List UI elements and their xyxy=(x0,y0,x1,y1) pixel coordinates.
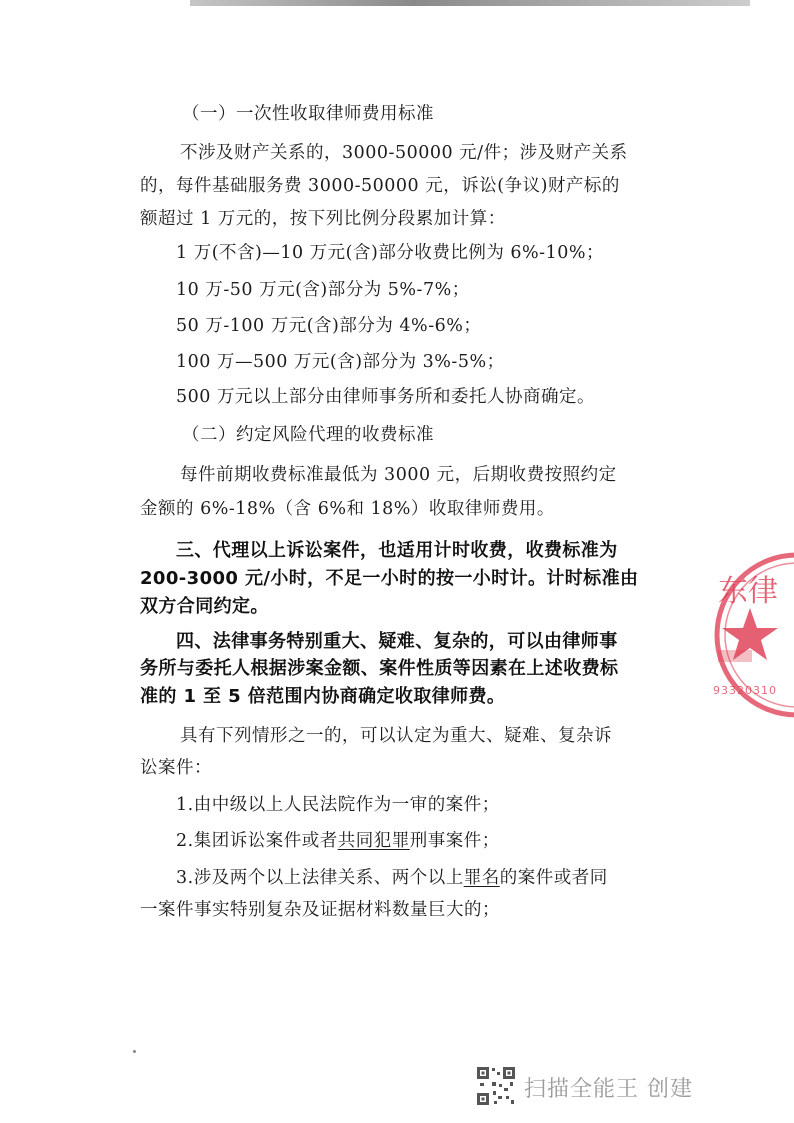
paragraph-line: 讼案件： xyxy=(140,758,212,778)
section-heading-2: （二）约定风险代理的收费标准 xyxy=(182,425,434,445)
clause-4-line: 准的 1 至 5 倍范围内协商确定收取律师费。 xyxy=(140,686,506,707)
list-item-1: 1.由中级以上人民法院作为一审的案件； xyxy=(176,795,500,815)
paragraph-line: 的，每件基础服务费 3000-50000 元，诉讼(争议)财产标的 xyxy=(140,176,620,196)
list-item-2 xyxy=(176,833,500,851)
clause-4-line: 务所与委托人根据涉案金额、案件性质等因素在上述收费标 xyxy=(140,658,619,679)
paragraph-line: 每件前期收费标准最低为 3000 元，后期收费按照约定 xyxy=(180,465,617,485)
list-item-text: 3.涉及两个以上法律关系、两个以上 xyxy=(176,868,464,888)
scan-top-edge xyxy=(190,0,750,6)
list-item-text: 的案件或者同 xyxy=(499,868,608,888)
seal-text: 东律 xyxy=(718,574,778,609)
clause-4-line: 四、法律事务特别重大、疑难、复杂的，可以由律师事 xyxy=(176,631,618,652)
paragraph-line: 具有下列情形之一的，可以认定为重大、疑难、复杂诉 xyxy=(180,726,612,746)
section-heading-1: （一）一次性收取律师费用标准 xyxy=(182,104,434,124)
clause-3-line: 双方合同约定。 xyxy=(140,596,269,617)
list-item-text: 刑事案件； xyxy=(409,831,500,851)
fee-tier: 100 万—500 万元(含)部分为 3%-5%； xyxy=(176,352,505,372)
paragraph-line: 额超过 1 万元的，按下列比例分段累加计算： xyxy=(140,209,506,229)
fee-tier: 50 万-100 万元(含)部分为 4%-6%； xyxy=(176,316,482,336)
paragraph-line: 金额的 6%-18%（含 6%和 18%）收取律师费用。 xyxy=(140,499,555,519)
qr-code-icon xyxy=(476,1066,516,1106)
list-item-3-continued: 一案件事实特别复杂及证据材料数量巨大的； xyxy=(140,900,500,920)
scanner-watermark: 扫描全能王 创建 xyxy=(524,1077,693,1102)
seal-number: 93320310 xyxy=(713,684,777,697)
clause-3-line: 200-3000 元/小时，不足一小时的按一小时计。计时标准由 xyxy=(140,568,639,589)
underlined-term: 罪名 xyxy=(463,868,500,888)
list-item-3 xyxy=(176,870,608,888)
fee-tier: 500 万元以上部分由律师事务所和委托人协商确定。 xyxy=(176,387,595,407)
paragraph-line: 不涉及财产关系的，3000-50000 元/件；涉及财产关系 xyxy=(180,143,628,163)
fee-tier: 1 万(不含)—10 万元(含)部分收费比例为 6%-10%； xyxy=(176,243,604,263)
scan-speck xyxy=(133,1050,136,1053)
fee-tier: 10 万-50 万元(含)部分为 5%-7%； xyxy=(176,280,470,300)
list-item-text: 2.集团诉讼案件或者 xyxy=(176,831,338,851)
underlined-term: 共同犯罪 xyxy=(337,831,410,851)
clause-3-line: 三、代理以上诉讼案件，也适用计时收费，收费标准为 xyxy=(176,540,618,561)
